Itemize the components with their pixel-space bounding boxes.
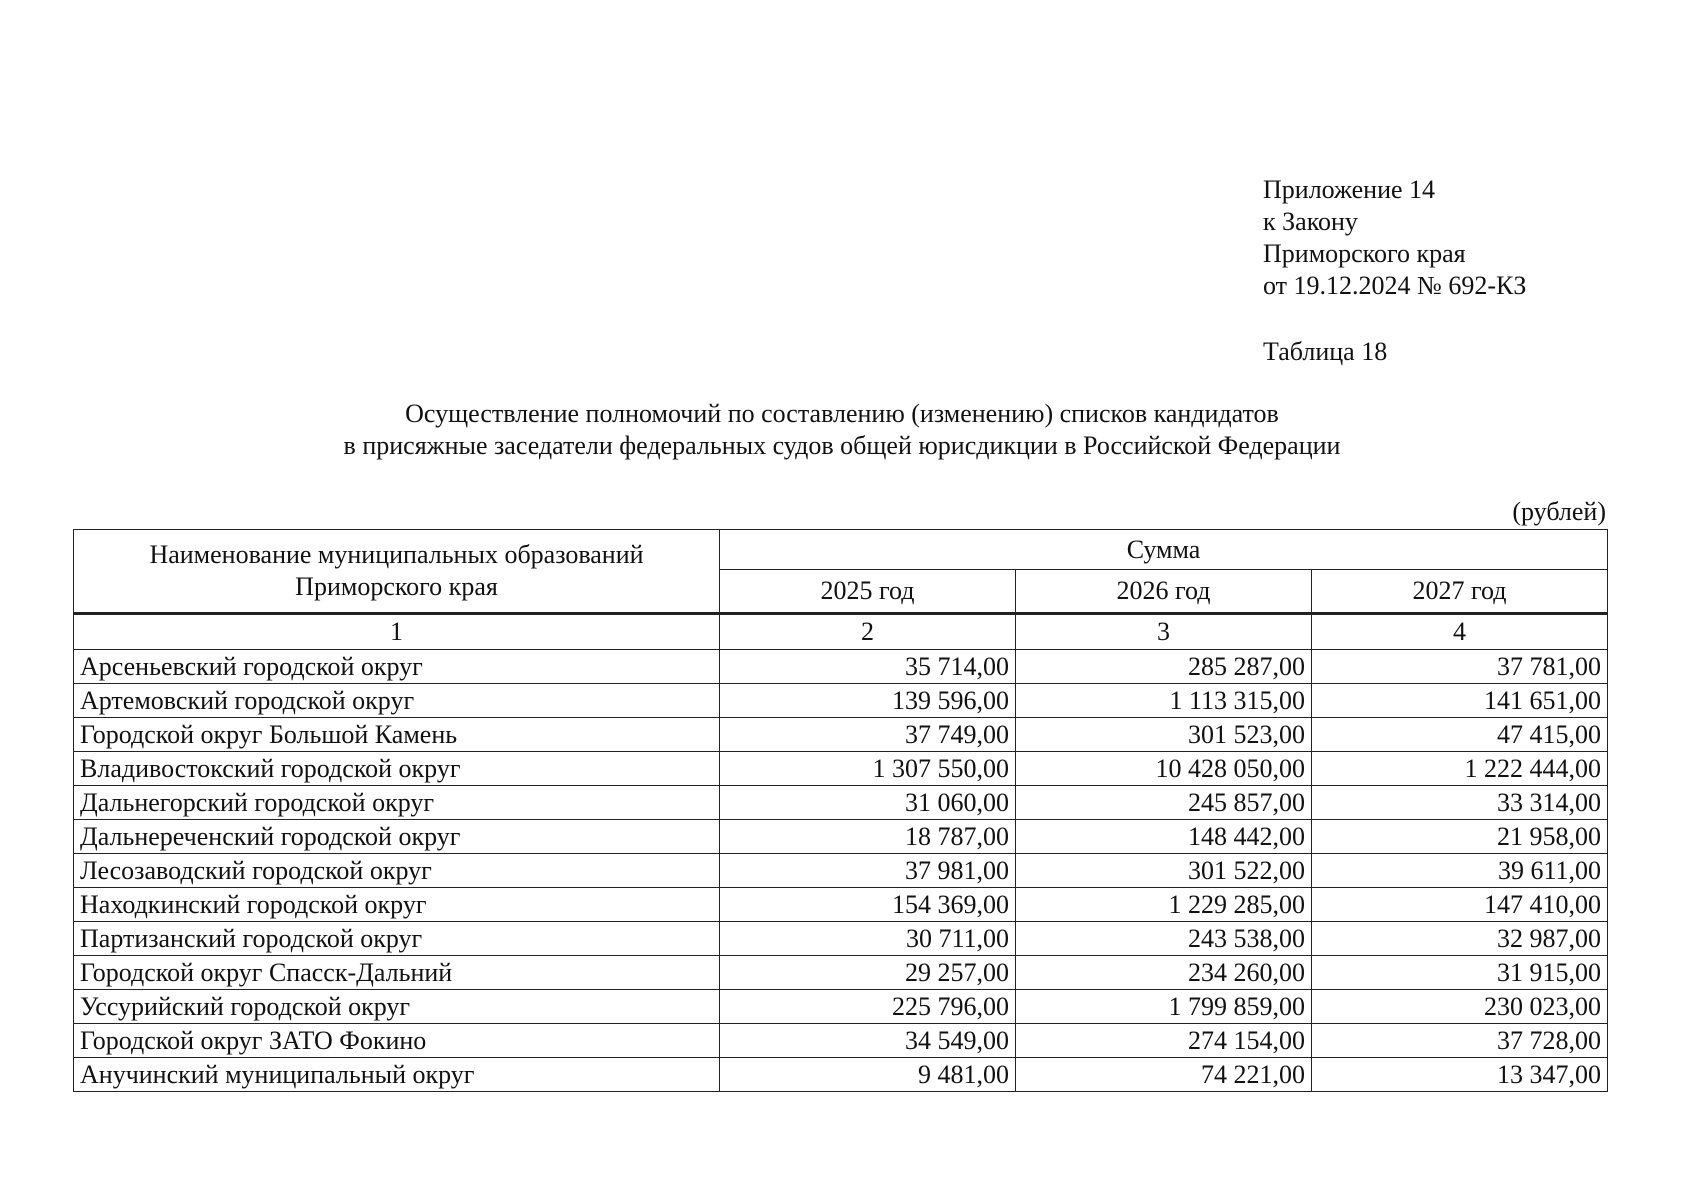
municipality-name-cell: Дальнегорский городской округ <box>74 786 720 820</box>
table-row <box>74 718 1608 752</box>
table-row <box>74 1058 1608 1092</box>
document-title <box>74 398 1610 462</box>
header-year-2027: 2027 год <box>1312 570 1608 614</box>
table-row <box>74 650 1608 684</box>
municipality-name-cell: Анучинский муниципальный округ <box>74 1058 720 1092</box>
municipality-name-cell: Партизанский городской округ <box>74 922 720 956</box>
municipality-name-cell: Городской округ Большой Камень <box>74 718 720 752</box>
header-year-2026: 2026 год <box>1016 570 1312 614</box>
amount-2025-cell: 35 714,00 <box>720 650 1016 684</box>
amount-2027-cell: 31 915,00 <box>1312 956 1608 990</box>
title-line-2: в присяжные заседатели федеральных судов общей юрисдикции в Российской Федерации <box>343 431 1341 460</box>
amount-2027-cell: 47 415,00 <box>1312 718 1608 752</box>
amount-2027-cell: 32 987,00 <box>1312 922 1608 956</box>
table-row <box>74 786 1608 820</box>
amount-2026-cell: 1 229 285,00 <box>1016 888 1312 922</box>
amount-2027-cell: 147 410,00 <box>1312 888 1608 922</box>
amount-2025-cell: 34 549,00 <box>720 1024 1016 1058</box>
appendix-line-1: Приложение 14 <box>1263 175 1436 204</box>
header-row-1 <box>74 530 1608 570</box>
column-number-row <box>74 614 1608 650</box>
amount-2027-cell: 13 347,00 <box>1312 1058 1608 1092</box>
table-row <box>74 752 1608 786</box>
amount-2025-cell: 225 796,00 <box>720 990 1016 1024</box>
municipality-name-cell: Артемовский городской округ <box>74 684 720 718</box>
amount-2026-cell: 245 857,00 <box>1016 786 1312 820</box>
table-row <box>74 888 1608 922</box>
amount-2025-cell: 29 257,00 <box>720 956 1016 990</box>
amount-2025-cell: 139 596,00 <box>720 684 1016 718</box>
municipality-name-cell: Уссурийский городской округ <box>74 990 720 1024</box>
table-label: Таблица 18 <box>1263 337 1388 366</box>
amount-2027-cell: 37 781,00 <box>1312 650 1608 684</box>
amount-2027-cell: 39 611,00 <box>1312 854 1608 888</box>
amount-2026-cell: 285 287,00 <box>1016 650 1312 684</box>
table-row <box>74 820 1608 854</box>
appendix-line-2: к Закону <box>1263 207 1358 236</box>
column-number-4: 4 <box>1312 614 1608 650</box>
budget-table <box>73 529 1608 1092</box>
table-row <box>74 684 1608 718</box>
amount-2027-cell: 1 222 444,00 <box>1312 752 1608 786</box>
amount-2026-cell: 1 113 315,00 <box>1016 684 1312 718</box>
column-number-3: 3 <box>1016 614 1312 650</box>
amount-2027-cell: 141 651,00 <box>1312 684 1608 718</box>
amount-2025-cell: 37 981,00 <box>720 854 1016 888</box>
appendix-block <box>1263 174 1526 302</box>
table-row <box>74 956 1608 990</box>
amount-2026-cell: 234 260,00 <box>1016 956 1312 990</box>
header-sum-cell: Сумма <box>720 530 1608 570</box>
amount-2026-cell: 74 221,00 <box>1016 1058 1312 1092</box>
column-number-1: 1 <box>74 614 720 650</box>
amount-2026-cell: 1 799 859,00 <box>1016 990 1312 1024</box>
amount-2026-cell: 148 442,00 <box>1016 820 1312 854</box>
amount-2026-cell: 274 154,00 <box>1016 1024 1312 1058</box>
table-body <box>74 650 1608 1092</box>
header-year-2025: 2025 год <box>720 570 1016 614</box>
amount-2027-cell: 230 023,00 <box>1312 990 1608 1024</box>
units-label: (рублей) <box>1512 497 1606 526</box>
amount-2025-cell: 154 369,00 <box>720 888 1016 922</box>
table-row <box>74 1024 1608 1058</box>
appendix-line-4: от 19.12.2024 № 692-КЗ <box>1263 271 1527 300</box>
table-row <box>74 854 1608 888</box>
municipality-name-cell: Дальнереченский городской округ <box>74 820 720 854</box>
amount-2027-cell: 33 314,00 <box>1312 786 1608 820</box>
appendix-line-3: Приморского края <box>1263 239 1466 268</box>
amount-2026-cell: 243 538,00 <box>1016 922 1312 956</box>
header-name-cell: Наименование муниципальных образований Приморского края <box>74 530 720 614</box>
title-line-1: Осуществление полномочий по составлению (изменению) списков кандидатов <box>405 399 1279 428</box>
municipality-name-cell: Владивостокский городской округ <box>74 752 720 786</box>
amount-2026-cell: 301 523,00 <box>1016 718 1312 752</box>
amount-2025-cell: 30 711,00 <box>720 922 1016 956</box>
amount-2025-cell: 18 787,00 <box>720 820 1016 854</box>
table-row <box>74 922 1608 956</box>
municipality-name-cell: Городской округ Спасск-Дальний <box>74 956 720 990</box>
table-row <box>74 990 1608 1024</box>
amount-2025-cell: 9 481,00 <box>720 1058 1016 1092</box>
municipality-name-cell: Лесозаводский городской округ <box>74 854 720 888</box>
municipality-name-cell: Находкинский городской округ <box>74 888 720 922</box>
amount-2025-cell: 31 060,00 <box>720 786 1016 820</box>
municipality-name-cell: Городской округ ЗАТО Фокино <box>74 1024 720 1058</box>
amount-2026-cell: 301 522,00 <box>1016 854 1312 888</box>
amount-2026-cell: 10 428 050,00 <box>1016 752 1312 786</box>
column-number-2: 2 <box>720 614 1016 650</box>
amount-2025-cell: 37 749,00 <box>720 718 1016 752</box>
amount-2027-cell: 37 728,00 <box>1312 1024 1608 1058</box>
amount-2027-cell: 21 958,00 <box>1312 820 1608 854</box>
amount-2025-cell: 1 307 550,00 <box>720 752 1016 786</box>
municipality-name-cell: Арсеньевский городской округ <box>74 650 720 684</box>
